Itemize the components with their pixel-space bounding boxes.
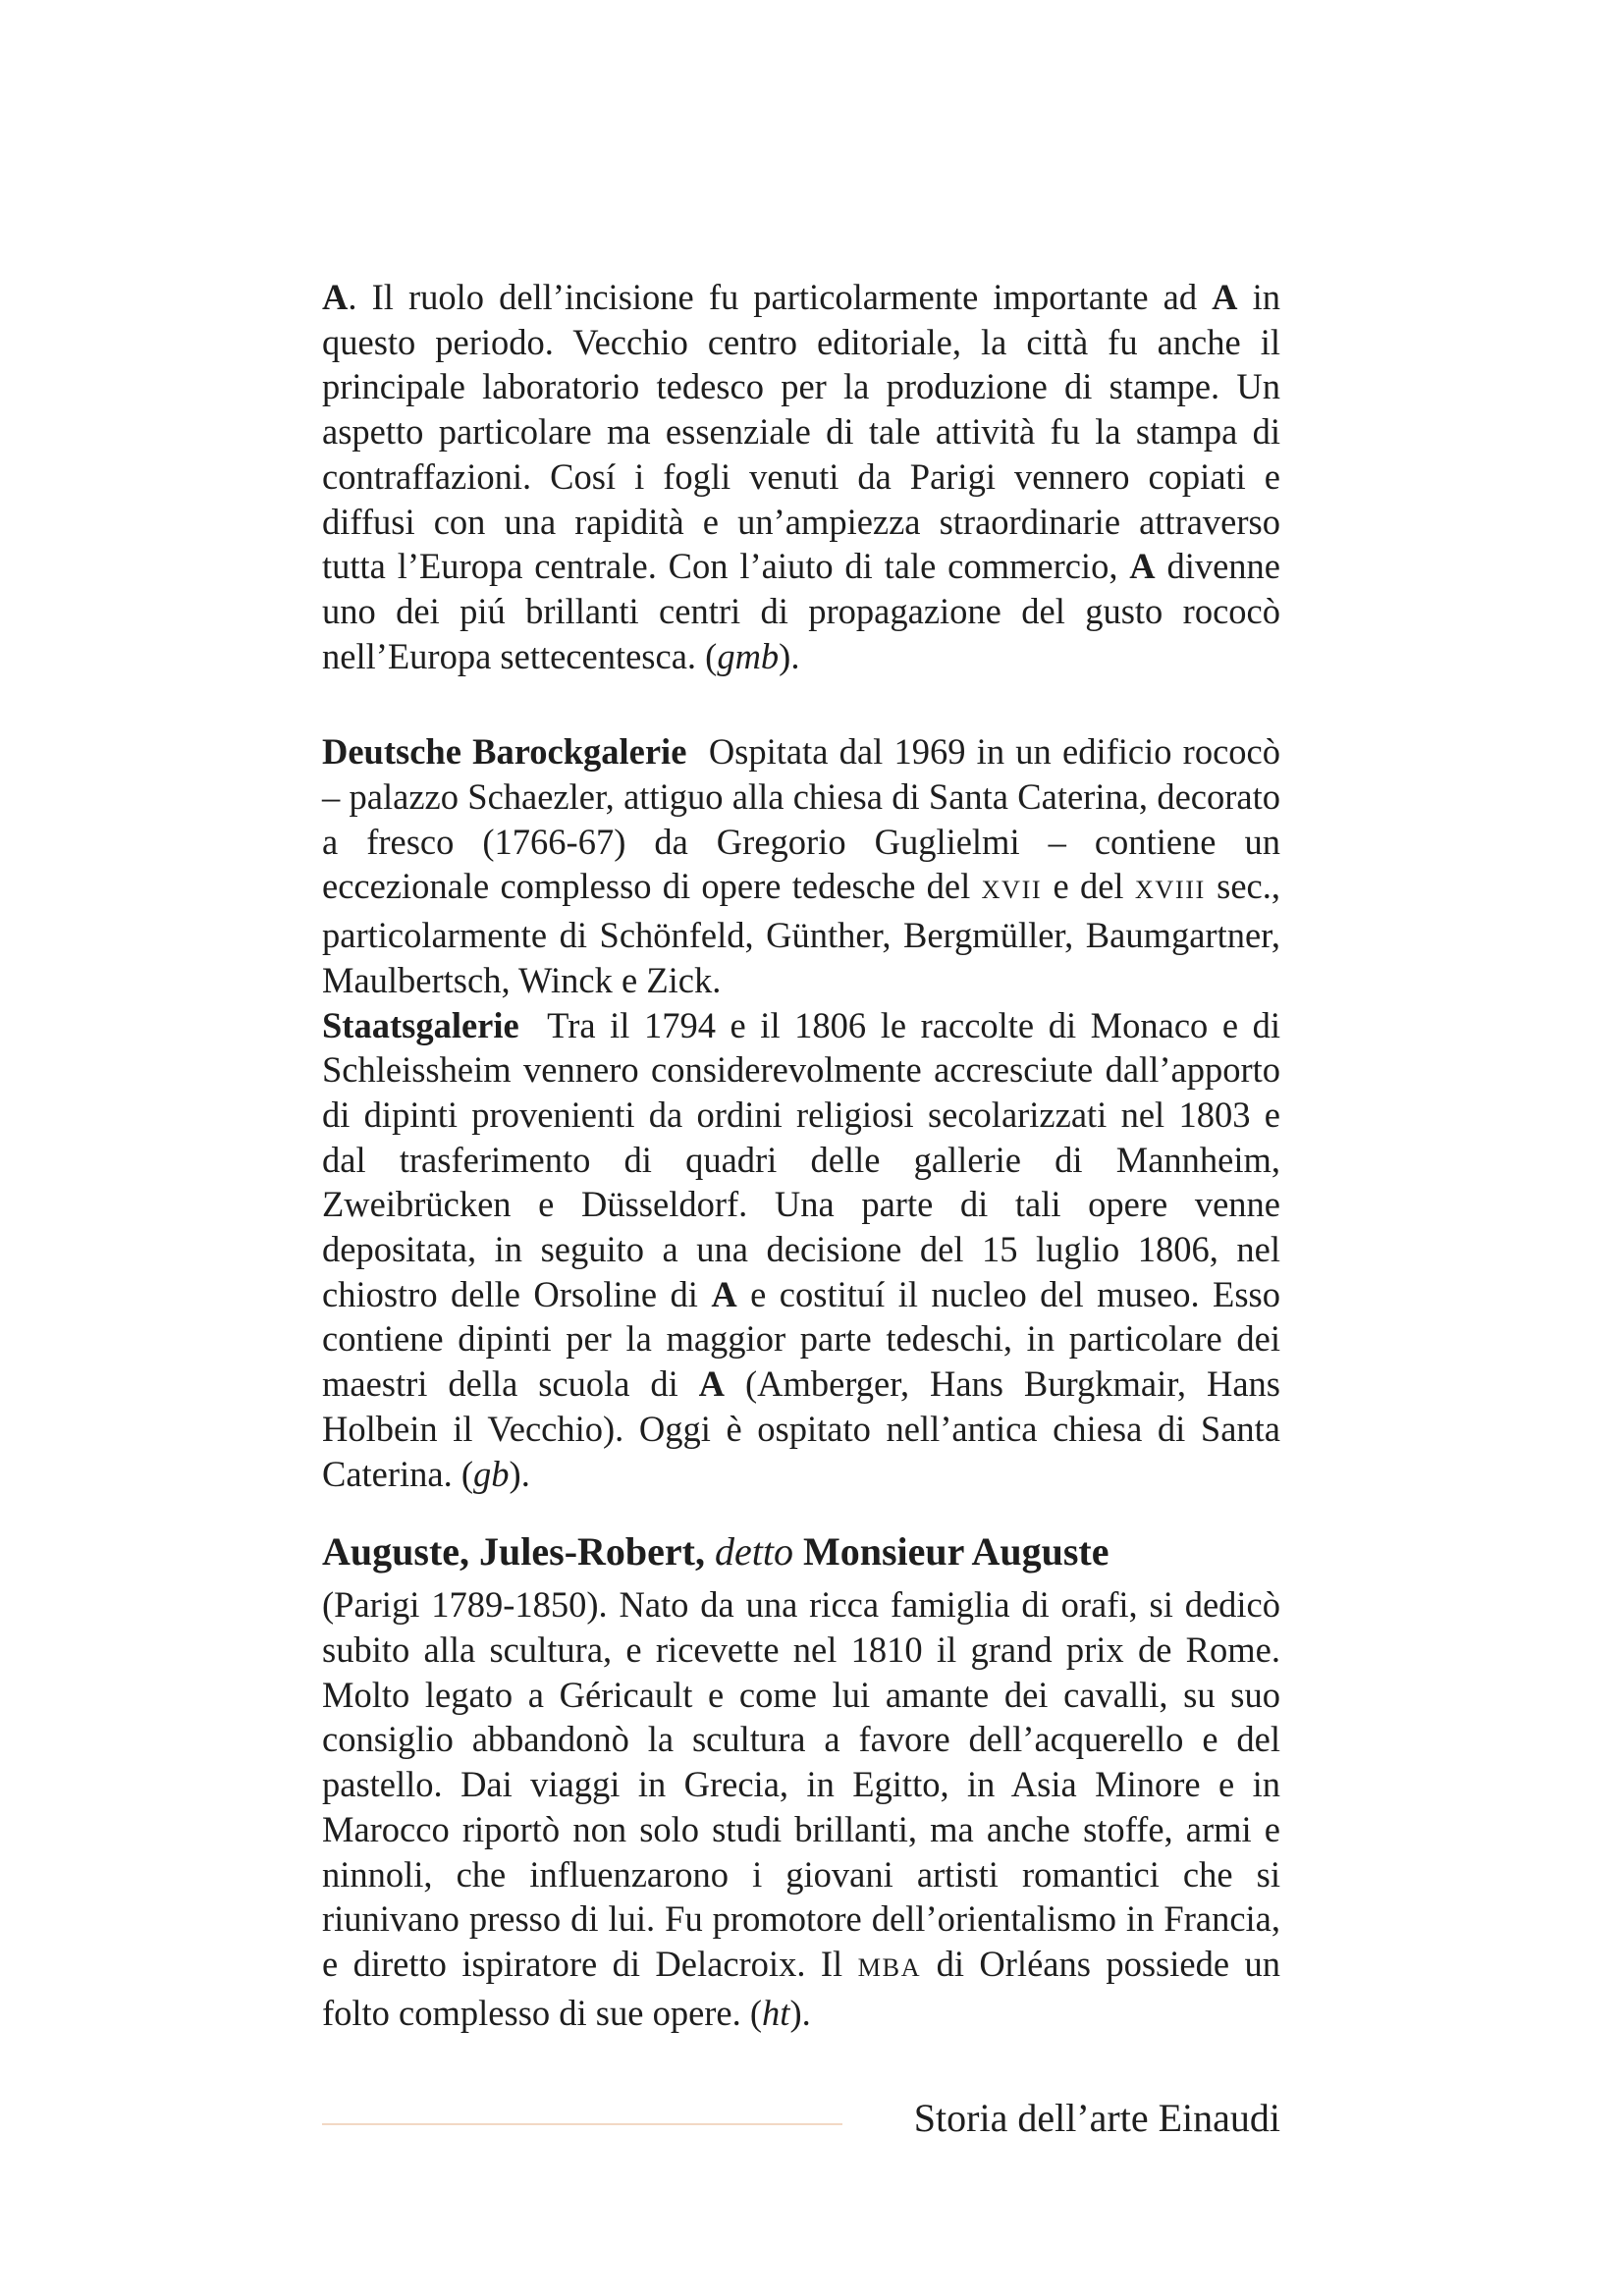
staatsgalerie-paragraph xyxy=(322,1003,1290,1497)
auguste-paragraph xyxy=(322,1582,1280,2035)
entry-title-alias: Monsieur Auguste xyxy=(792,1529,1109,1575)
author-initials: gb xyxy=(473,1453,510,1494)
body-text xyxy=(322,275,1290,2035)
footer-title: Storia dell’arte Einaudi xyxy=(913,2096,1280,2140)
text-run: Ospitata dal 1969 in un edificio rococò – palazzo Schaezler, attiguo alla chiesa di Santa Caterina, decorato a fresco (1766-67) da Gregorio Guglielmi – contiene un eccezionale complesso di opere tedesche del xyxy=(322,731,1290,907)
text-run: di Orléans possiede un folto complesso di sue opere. ( xyxy=(322,1943,1280,2033)
author-initials: ht xyxy=(762,1992,790,2033)
footer-rule xyxy=(322,2123,842,2125)
text-run: e del xyxy=(1042,866,1135,907)
deutsche-barockgalerie-paragraph xyxy=(322,729,1290,1002)
section-heading: Staatsgalerie xyxy=(322,1004,519,1045)
text-run: (Amberger, Hans Burgkmair, Hans Holbein il Vecchio). Oggi è ospitato nell’antica chiesa di Santa Caterina. ( xyxy=(322,1363,1280,1494)
small-caps-abbrev: MBA xyxy=(857,1952,922,1982)
text-run: divenne uno dei piú brillanti centri di propagazione del gusto rococò nell’Europa settecentesca. ( xyxy=(322,546,1281,676)
section-heading: Deutsche Barockgalerie xyxy=(322,731,687,773)
text-run: ). xyxy=(779,635,800,676)
entry-title-name: Auguste, Jules-Robert, xyxy=(322,1529,715,1575)
author-initials: gmb xyxy=(717,635,780,676)
small-caps-century: XVIII xyxy=(1134,876,1206,905)
text-run: (Parigi 1789-1850). Nato da una ricca famiglia di orafi, si dedicò subito alla scultura, e ricevette nel 1810 il grand prix de Rome. Molto legato a Géricault e come lui amante dei cavalli, su suo consiglio abbandonò la scultura a favore dell’acquerello e del pastello. Dai viaggi in Grecia, in Egitto, in Asia Minore e in Marocco riportò non solo studi brillanti, ma anche stoffe, armi e ninnoli, che influenzarono i giovani artisti romantici che si riunivano presso di lui. Fu promotore dell’orientalismo in Francia, e diretto ispiratore di Delacroix. Il xyxy=(322,1584,1280,1984)
entry-abbrev: A xyxy=(711,1273,737,1314)
entry-abbrev: A xyxy=(698,1363,726,1405)
text-run: . Il ruolo dell’incisione fu particolarmente importante ad xyxy=(348,277,1213,317)
text-run: e costituí il nucleo del museo. Esso contiene dipinti per la maggior parte tedeschi, in particolare dei maestri della scuola di xyxy=(322,1273,1280,1405)
page-footer xyxy=(322,2093,1280,2144)
text-run: ). xyxy=(509,1453,530,1494)
entry-title-detto: detto xyxy=(714,1529,793,1575)
entry-abbrev: A xyxy=(1129,546,1156,587)
text-run: in questo periodo. Vecchio centro editoriale, la città fu anche il principale laboratorio tedesco per la produzione di stampe. Un aspetto particolare ma essenziale di tale attività fu la stampa di contraffazioni. Cosí i fogli venuti da Parigi vennero copiati e diffusi con una rapidità e un’ampiezza straordinarie attraverso tutta l’Europa centrale. Con l’aiuto di tale commercio, xyxy=(322,277,1280,587)
small-caps-century: XVII xyxy=(981,876,1043,905)
entry-abbrev: A xyxy=(322,277,349,317)
entry-title xyxy=(322,1527,1280,1576)
text-run: sec., particolarmente di Schönfeld, Günther, Bergmüller, Baumgartner, Maulbertsch, Winck e Zick. xyxy=(322,866,1280,1000)
text-run: ). xyxy=(789,1992,811,2033)
entry-abbrev: A xyxy=(1212,277,1238,317)
text-run: Tra il 1794 e il 1806 le raccolte di Monaco e di Schleissheim vennero considerevolmente accresciute dall’apporto di dipinti provenienti da ordini religiosi secolarizzati nel 1803 e dal trasferimento di quadri delle gallerie di Mannheim, Zweibrücken e Düsseldorf. Una parte di tali opere venne depositata, in seguito a una decisione del 15 luglio 1806, nel chiostro delle Orsoline di xyxy=(322,1004,1290,1314)
intro-paragraph xyxy=(322,275,1280,678)
